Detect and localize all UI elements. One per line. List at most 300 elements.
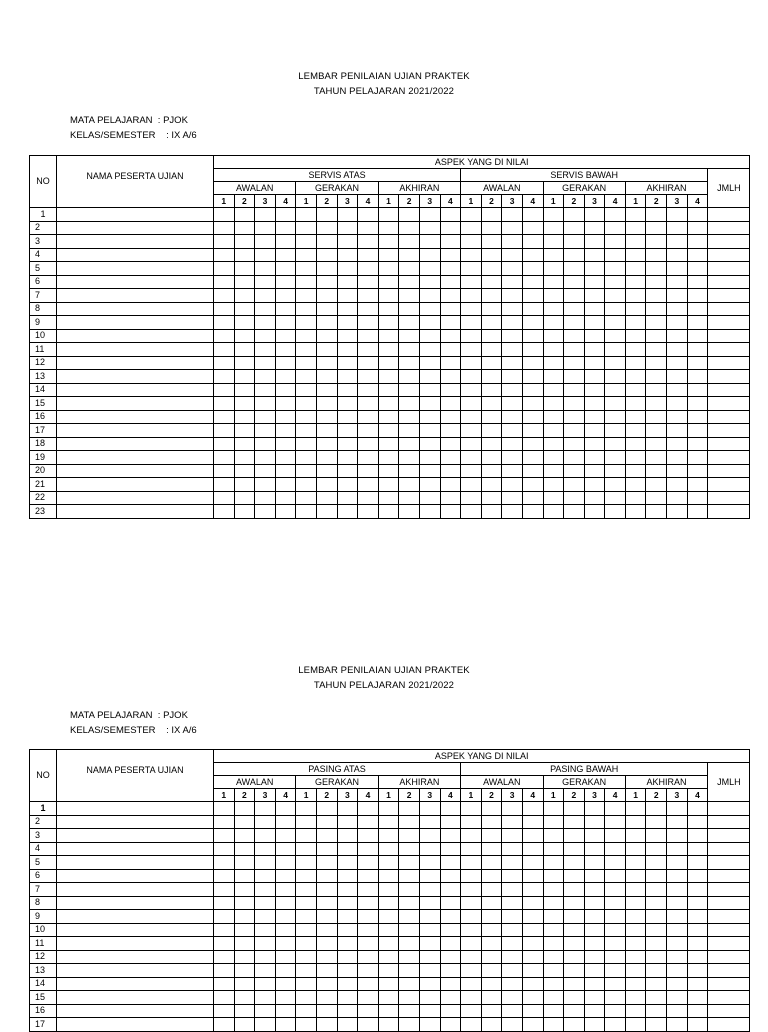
- score-cell[interactable]: [214, 937, 235, 951]
- score-cell[interactable]: [522, 275, 543, 289]
- score-cell[interactable]: [481, 815, 502, 829]
- score-cell[interactable]: [584, 505, 605, 519]
- score-cell[interactable]: [378, 397, 399, 411]
- score-cell[interactable]: [337, 424, 358, 438]
- score-cell[interactable]: [378, 896, 399, 910]
- score-cell[interactable]: [296, 923, 317, 937]
- score-cell[interactable]: [543, 437, 564, 451]
- score-cell[interactable]: [584, 248, 605, 262]
- score-cell[interactable]: [564, 896, 585, 910]
- score-cell[interactable]: [316, 977, 337, 991]
- score-cell[interactable]: [275, 950, 296, 964]
- score-cell[interactable]: [625, 248, 646, 262]
- score-cell[interactable]: [481, 829, 502, 843]
- score-cell[interactable]: [461, 815, 482, 829]
- score-cell[interactable]: [543, 451, 564, 465]
- score-cell[interactable]: [522, 869, 543, 883]
- score-cell[interactable]: [378, 1004, 399, 1018]
- score-cell[interactable]: [625, 316, 646, 330]
- score-cell[interactable]: [481, 275, 502, 289]
- score-cell[interactable]: [234, 950, 255, 964]
- score-cell[interactable]: [584, 221, 605, 235]
- score-cell[interactable]: [687, 221, 708, 235]
- score-cell[interactable]: [646, 235, 667, 249]
- score-cell[interactable]: [316, 397, 337, 411]
- score-cell[interactable]: [275, 883, 296, 897]
- score-cell[interactable]: [255, 950, 276, 964]
- score-cell[interactable]: [440, 896, 461, 910]
- score-cell[interactable]: [605, 815, 626, 829]
- score-cell[interactable]: [584, 262, 605, 276]
- score-cell[interactable]: [687, 910, 708, 924]
- score-cell[interactable]: [337, 829, 358, 843]
- score-cell[interactable]: [214, 896, 235, 910]
- score-cell[interactable]: [234, 383, 255, 397]
- score-cell[interactable]: [461, 343, 482, 357]
- score-cell[interactable]: [358, 383, 379, 397]
- score-cell[interactable]: [584, 896, 605, 910]
- score-cell[interactable]: [522, 316, 543, 330]
- score-cell[interactable]: [481, 505, 502, 519]
- score-cell[interactable]: [584, 208, 605, 222]
- score-cell[interactable]: [543, 356, 564, 370]
- score-cell[interactable]: [399, 950, 420, 964]
- score-cell[interactable]: [625, 491, 646, 505]
- score-cell[interactable]: [522, 505, 543, 519]
- score-cell[interactable]: [461, 964, 482, 978]
- score-cell[interactable]: [214, 235, 235, 249]
- score-cell[interactable]: [522, 1018, 543, 1032]
- score-cell[interactable]: [440, 437, 461, 451]
- score-cell[interactable]: [625, 464, 646, 478]
- score-cell[interactable]: [358, 910, 379, 924]
- score-cell[interactable]: [234, 235, 255, 249]
- score-cell[interactable]: [214, 991, 235, 1005]
- score-cell[interactable]: [316, 505, 337, 519]
- score-cell[interactable]: [605, 842, 626, 856]
- total-cell[interactable]: [708, 316, 750, 330]
- participant-name-cell[interactable]: [57, 262, 214, 276]
- score-cell[interactable]: [687, 478, 708, 492]
- score-cell[interactable]: [358, 410, 379, 424]
- score-cell[interactable]: [378, 856, 399, 870]
- total-cell[interactable]: [708, 235, 750, 249]
- score-cell[interactable]: [564, 316, 585, 330]
- score-cell[interactable]: [646, 829, 667, 843]
- participant-name-cell[interactable]: [57, 383, 214, 397]
- score-cell[interactable]: [502, 397, 523, 411]
- score-cell[interactable]: [564, 1004, 585, 1018]
- score-cell[interactable]: [481, 329, 502, 343]
- score-cell[interactable]: [461, 937, 482, 951]
- score-cell[interactable]: [522, 424, 543, 438]
- score-cell[interactable]: [378, 505, 399, 519]
- score-cell[interactable]: [419, 262, 440, 276]
- score-cell[interactable]: [275, 370, 296, 384]
- score-cell[interactable]: [337, 950, 358, 964]
- total-cell[interactable]: [708, 937, 750, 951]
- score-cell[interactable]: [646, 991, 667, 1005]
- score-cell[interactable]: [522, 437, 543, 451]
- score-cell[interactable]: [337, 1004, 358, 1018]
- score-cell[interactable]: [419, 343, 440, 357]
- score-cell[interactable]: [255, 842, 276, 856]
- score-cell[interactable]: [543, 329, 564, 343]
- total-cell[interactable]: [708, 964, 750, 978]
- score-cell[interactable]: [543, 896, 564, 910]
- score-cell[interactable]: [440, 923, 461, 937]
- score-cell[interactable]: [646, 964, 667, 978]
- total-cell[interactable]: [708, 842, 750, 856]
- score-cell[interactable]: [255, 856, 276, 870]
- score-cell[interactable]: [316, 221, 337, 235]
- participant-name-cell[interactable]: [57, 491, 214, 505]
- score-cell[interactable]: [440, 248, 461, 262]
- score-cell[interactable]: [399, 248, 420, 262]
- total-cell[interactable]: [708, 856, 750, 870]
- score-cell[interactable]: [234, 275, 255, 289]
- score-cell[interactable]: [337, 896, 358, 910]
- score-cell[interactable]: [564, 910, 585, 924]
- score-cell[interactable]: [625, 991, 646, 1005]
- score-cell[interactable]: [625, 343, 646, 357]
- score-cell[interactable]: [419, 896, 440, 910]
- score-cell[interactable]: [584, 356, 605, 370]
- score-cell[interactable]: [358, 464, 379, 478]
- score-cell[interactable]: [646, 329, 667, 343]
- total-cell[interactable]: [708, 289, 750, 303]
- score-cell[interactable]: [687, 329, 708, 343]
- score-cell[interactable]: [399, 235, 420, 249]
- score-cell[interactable]: [461, 289, 482, 303]
- score-cell[interactable]: [481, 491, 502, 505]
- score-cell[interactable]: [214, 977, 235, 991]
- score-cell[interactable]: [564, 923, 585, 937]
- score-cell[interactable]: [358, 451, 379, 465]
- score-cell[interactable]: [296, 275, 317, 289]
- score-cell[interactable]: [625, 977, 646, 991]
- score-cell[interactable]: [358, 883, 379, 897]
- score-cell[interactable]: [646, 977, 667, 991]
- score-cell[interactable]: [316, 829, 337, 843]
- score-cell[interactable]: [275, 397, 296, 411]
- score-cell[interactable]: [214, 316, 235, 330]
- score-cell[interactable]: [605, 869, 626, 883]
- score-cell[interactable]: [214, 950, 235, 964]
- score-cell[interactable]: [337, 356, 358, 370]
- score-cell[interactable]: [337, 383, 358, 397]
- total-cell[interactable]: [708, 208, 750, 222]
- score-cell[interactable]: [440, 302, 461, 316]
- score-cell[interactable]: [296, 491, 317, 505]
- score-cell[interactable]: [255, 289, 276, 303]
- score-cell[interactable]: [440, 464, 461, 478]
- score-cell[interactable]: [667, 829, 688, 843]
- score-cell[interactable]: [378, 464, 399, 478]
- score-cell[interactable]: [419, 883, 440, 897]
- score-cell[interactable]: [399, 1004, 420, 1018]
- score-cell[interactable]: [419, 316, 440, 330]
- score-cell[interactable]: [461, 923, 482, 937]
- score-cell[interactable]: [275, 248, 296, 262]
- score-cell[interactable]: [481, 1018, 502, 1032]
- score-cell[interactable]: [234, 964, 255, 978]
- score-cell[interactable]: [337, 491, 358, 505]
- score-cell[interactable]: [378, 491, 399, 505]
- score-cell[interactable]: [255, 802, 276, 816]
- total-cell[interactable]: [708, 221, 750, 235]
- score-cell[interactable]: [275, 221, 296, 235]
- total-cell[interactable]: [708, 370, 750, 384]
- score-cell[interactable]: [543, 910, 564, 924]
- score-cell[interactable]: [625, 410, 646, 424]
- score-cell[interactable]: [481, 221, 502, 235]
- participant-name-cell[interactable]: [57, 235, 214, 249]
- score-cell[interactable]: [440, 424, 461, 438]
- score-cell[interactable]: [275, 491, 296, 505]
- score-cell[interactable]: [646, 370, 667, 384]
- score-cell[interactable]: [337, 329, 358, 343]
- score-cell[interactable]: [399, 343, 420, 357]
- score-cell[interactable]: [214, 883, 235, 897]
- total-cell[interactable]: [708, 869, 750, 883]
- score-cell[interactable]: [337, 437, 358, 451]
- participant-name-cell[interactable]: [57, 1018, 214, 1032]
- score-cell[interactable]: [625, 815, 646, 829]
- score-cell[interactable]: [481, 910, 502, 924]
- score-cell[interactable]: [399, 221, 420, 235]
- score-cell[interactable]: [214, 464, 235, 478]
- score-cell[interactable]: [337, 977, 358, 991]
- score-cell[interactable]: [440, 1004, 461, 1018]
- score-cell[interactable]: [543, 478, 564, 492]
- score-cell[interactable]: [502, 1018, 523, 1032]
- score-cell[interactable]: [461, 869, 482, 883]
- score-cell[interactable]: [502, 910, 523, 924]
- score-cell[interactable]: [399, 829, 420, 843]
- score-cell[interactable]: [296, 977, 317, 991]
- total-cell[interactable]: [708, 883, 750, 897]
- score-cell[interactable]: [378, 1018, 399, 1032]
- score-cell[interactable]: [564, 370, 585, 384]
- score-cell[interactable]: [687, 451, 708, 465]
- score-cell[interactable]: [625, 910, 646, 924]
- score-cell[interactable]: [605, 248, 626, 262]
- score-cell[interactable]: [296, 208, 317, 222]
- score-cell[interactable]: [502, 370, 523, 384]
- score-cell[interactable]: [234, 221, 255, 235]
- score-cell[interactable]: [461, 275, 482, 289]
- score-cell[interactable]: [605, 370, 626, 384]
- score-cell[interactable]: [584, 883, 605, 897]
- score-cell[interactable]: [461, 883, 482, 897]
- score-cell[interactable]: [275, 302, 296, 316]
- score-cell[interactable]: [337, 910, 358, 924]
- participant-name-cell[interactable]: [57, 464, 214, 478]
- score-cell[interactable]: [584, 991, 605, 1005]
- score-cell[interactable]: [337, 991, 358, 1005]
- score-cell[interactable]: [316, 356, 337, 370]
- score-cell[interactable]: [440, 478, 461, 492]
- score-cell[interactable]: [564, 802, 585, 816]
- total-cell[interactable]: [708, 424, 750, 438]
- score-cell[interactable]: [625, 302, 646, 316]
- score-cell[interactable]: [234, 505, 255, 519]
- score-cell[interactable]: [646, 356, 667, 370]
- score-cell[interactable]: [337, 397, 358, 411]
- score-cell[interactable]: [275, 478, 296, 492]
- score-cell[interactable]: [605, 316, 626, 330]
- score-cell[interactable]: [378, 991, 399, 1005]
- score-cell[interactable]: [440, 991, 461, 1005]
- score-cell[interactable]: [543, 950, 564, 964]
- score-cell[interactable]: [625, 869, 646, 883]
- score-cell[interactable]: [234, 829, 255, 843]
- score-cell[interactable]: [481, 896, 502, 910]
- score-cell[interactable]: [687, 869, 708, 883]
- score-cell[interactable]: [214, 343, 235, 357]
- score-cell[interactable]: [605, 491, 626, 505]
- score-cell[interactable]: [255, 208, 276, 222]
- score-cell[interactable]: [687, 505, 708, 519]
- score-cell[interactable]: [378, 343, 399, 357]
- score-cell[interactable]: [378, 383, 399, 397]
- score-cell[interactable]: [687, 397, 708, 411]
- score-cell[interactable]: [255, 896, 276, 910]
- score-cell[interactable]: [687, 883, 708, 897]
- score-cell[interactable]: [543, 869, 564, 883]
- score-cell[interactable]: [543, 410, 564, 424]
- score-cell[interactable]: [419, 815, 440, 829]
- score-cell[interactable]: [481, 464, 502, 478]
- score-cell[interactable]: [564, 383, 585, 397]
- score-cell[interactable]: [543, 815, 564, 829]
- score-cell[interactable]: [584, 316, 605, 330]
- score-cell[interactable]: [275, 802, 296, 816]
- score-cell[interactable]: [646, 397, 667, 411]
- score-cell[interactable]: [584, 478, 605, 492]
- score-cell[interactable]: [234, 451, 255, 465]
- score-cell[interactable]: [419, 410, 440, 424]
- score-cell[interactable]: [214, 869, 235, 883]
- score-cell[interactable]: [316, 856, 337, 870]
- participant-name-cell[interactable]: [57, 370, 214, 384]
- score-cell[interactable]: [358, 424, 379, 438]
- score-cell[interactable]: [502, 248, 523, 262]
- score-cell[interactable]: [440, 964, 461, 978]
- score-cell[interactable]: [296, 248, 317, 262]
- score-cell[interactable]: [255, 883, 276, 897]
- score-cell[interactable]: [296, 1004, 317, 1018]
- score-cell[interactable]: [337, 937, 358, 951]
- score-cell[interactable]: [440, 883, 461, 897]
- score-cell[interactable]: [337, 964, 358, 978]
- score-cell[interactable]: [461, 1004, 482, 1018]
- score-cell[interactable]: [275, 505, 296, 519]
- score-cell[interactable]: [440, 370, 461, 384]
- score-cell[interactable]: [605, 235, 626, 249]
- score-cell[interactable]: [440, 977, 461, 991]
- score-cell[interactable]: [419, 802, 440, 816]
- score-cell[interactable]: [296, 869, 317, 883]
- score-cell[interactable]: [234, 316, 255, 330]
- score-cell[interactable]: [419, 869, 440, 883]
- score-cell[interactable]: [316, 991, 337, 1005]
- score-cell[interactable]: [358, 397, 379, 411]
- score-cell[interactable]: [358, 235, 379, 249]
- score-cell[interactable]: [378, 842, 399, 856]
- score-cell[interactable]: [337, 842, 358, 856]
- score-cell[interactable]: [255, 1004, 276, 1018]
- score-cell[interactable]: [296, 910, 317, 924]
- score-cell[interactable]: [399, 329, 420, 343]
- score-cell[interactable]: [625, 437, 646, 451]
- score-cell[interactable]: [255, 964, 276, 978]
- score-cell[interactable]: [625, 964, 646, 978]
- score-cell[interactable]: [687, 977, 708, 991]
- score-cell[interactable]: [296, 451, 317, 465]
- score-cell[interactable]: [667, 977, 688, 991]
- score-cell[interactable]: [419, 370, 440, 384]
- score-cell[interactable]: [275, 1018, 296, 1032]
- score-cell[interactable]: [255, 910, 276, 924]
- score-cell[interactable]: [234, 437, 255, 451]
- score-cell[interactable]: [564, 977, 585, 991]
- score-cell[interactable]: [234, 343, 255, 357]
- score-cell[interactable]: [461, 856, 482, 870]
- score-cell[interactable]: [440, 289, 461, 303]
- score-cell[interactable]: [440, 356, 461, 370]
- score-cell[interactable]: [461, 410, 482, 424]
- score-cell[interactable]: [316, 329, 337, 343]
- score-cell[interactable]: [564, 397, 585, 411]
- score-cell[interactable]: [275, 937, 296, 951]
- score-cell[interactable]: [316, 289, 337, 303]
- total-cell[interactable]: [708, 437, 750, 451]
- score-cell[interactable]: [646, 424, 667, 438]
- score-cell[interactable]: [522, 491, 543, 505]
- score-cell[interactable]: [440, 262, 461, 276]
- score-cell[interactable]: [296, 343, 317, 357]
- score-cell[interactable]: [275, 869, 296, 883]
- score-cell[interactable]: [522, 221, 543, 235]
- score-cell[interactable]: [461, 370, 482, 384]
- score-cell[interactable]: [461, 896, 482, 910]
- score-cell[interactable]: [399, 802, 420, 816]
- score-cell[interactable]: [399, 923, 420, 937]
- score-cell[interactable]: [502, 424, 523, 438]
- score-cell[interactable]: [522, 896, 543, 910]
- score-cell[interactable]: [296, 505, 317, 519]
- score-cell[interactable]: [275, 383, 296, 397]
- score-cell[interactable]: [481, 289, 502, 303]
- score-cell[interactable]: [522, 343, 543, 357]
- score-cell[interactable]: [646, 1018, 667, 1032]
- score-cell[interactable]: [358, 248, 379, 262]
- score-cell[interactable]: [461, 802, 482, 816]
- score-cell[interactable]: [316, 343, 337, 357]
- score-cell[interactable]: [543, 491, 564, 505]
- score-cell[interactable]: [296, 937, 317, 951]
- score-cell[interactable]: [255, 478, 276, 492]
- score-cell[interactable]: [337, 262, 358, 276]
- score-cell[interactable]: [625, 856, 646, 870]
- score-cell[interactable]: [419, 964, 440, 978]
- score-cell[interactable]: [522, 397, 543, 411]
- score-cell[interactable]: [543, 505, 564, 519]
- score-cell[interactable]: [564, 410, 585, 424]
- score-cell[interactable]: [358, 208, 379, 222]
